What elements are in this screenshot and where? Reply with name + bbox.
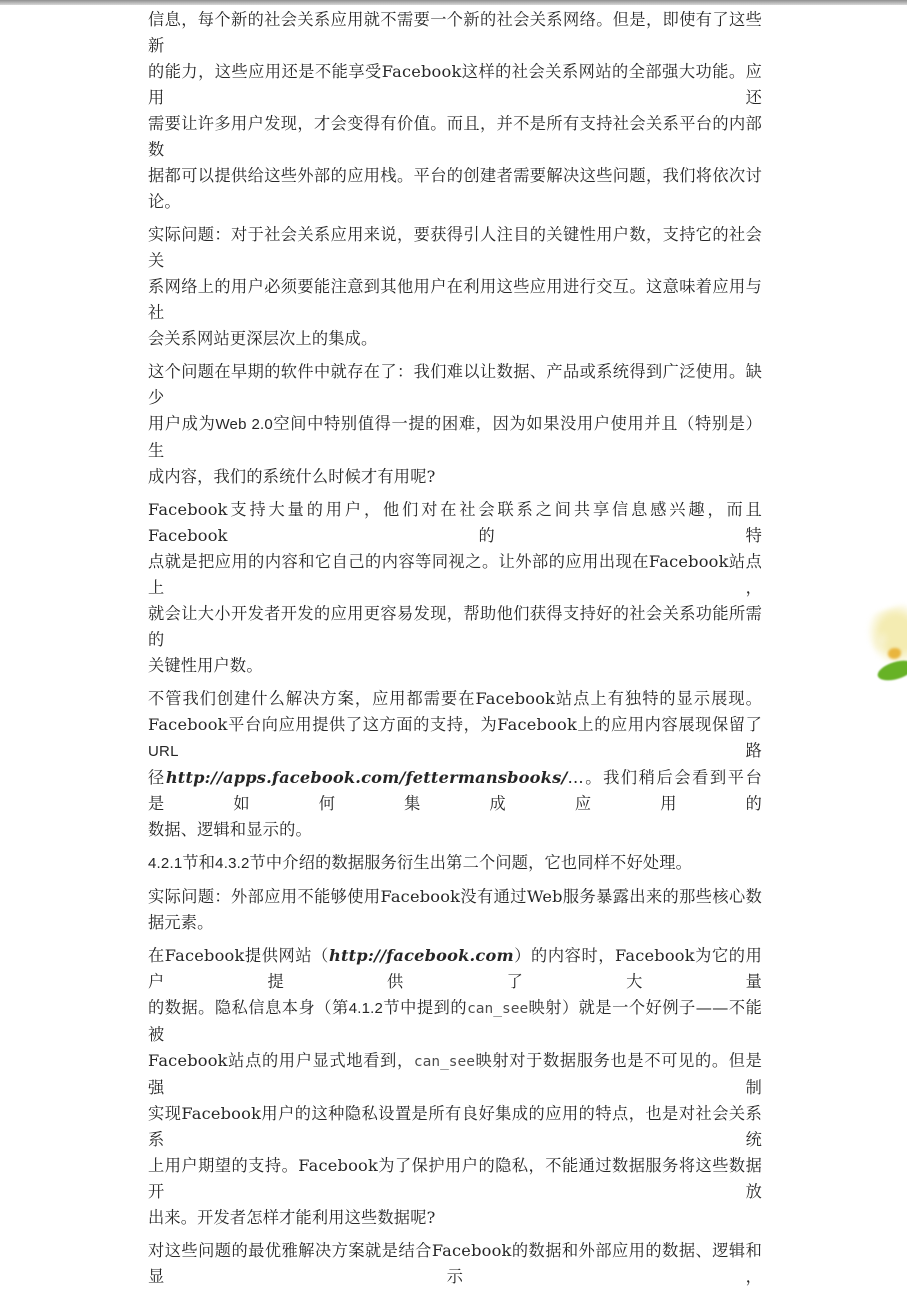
- text-line: [148, 163, 762, 215]
- flower-image: [849, 610, 907, 702]
- body-text: Facebook支持大量的用户，他们对在社会联系之间共享信息感兴趣，而且Facebook的特: [148, 500, 762, 545]
- text-line: [148, 1101, 762, 1153]
- text-line: [148, 601, 762, 653]
- text-line: [148, 712, 762, 765]
- paragraph: [148, 943, 762, 1231]
- text-line: [148, 1238, 762, 1290]
- body-text: 这个问题在早期的软件中就存在了：我们难以让数据、产品或系统得到广泛使用。缺少: [148, 362, 762, 407]
- body-text: 映射对于数据服务也是不可见的。但是强制: [148, 1051, 762, 1097]
- text-line: [148, 1048, 762, 1101]
- text-line: [148, 850, 762, 877]
- text-line: [148, 274, 762, 326]
- text-line: [148, 222, 762, 274]
- code-text: can_see: [413, 1054, 475, 1070]
- section-number: 4.3.2: [215, 855, 250, 872]
- text-line: [148, 686, 762, 712]
- body-text: 会关系网站更深层次上的集成。: [148, 329, 378, 348]
- body-text: 点就是把应用的内容和它自己的内容等同视之。让外部的应用出现在Facebook站点上，: [148, 552, 762, 597]
- flower-leaf-icon: [875, 657, 907, 684]
- url-text: http://facebook.com: [328, 946, 514, 965]
- body-text: 成内容，我们的系统什么时候才有用呢?: [148, 467, 436, 486]
- text-line: [148, 326, 762, 352]
- section-number: 4.2.1: [148, 855, 183, 872]
- body-text: 实现Facebook用户的这种隐私设置是所有良好集成的应用的特点，也是对社会关系系统: [148, 1104, 762, 1149]
- body-text: 空间中特别值得一提的困难，因为如果没用户使用并且（特别是）生: [148, 414, 762, 460]
- body-text: Facebook站点的用户显式地看到，: [148, 1051, 414, 1070]
- text-line: [148, 497, 762, 549]
- body-text: 路: [178, 741, 762, 760]
- flower-petal-icon: [869, 628, 892, 654]
- text-line: [148, 1153, 762, 1205]
- body-text: 上用户期望的支持。Facebook为了保护用户的隐私，不能通过数据服务将这些数据开放: [148, 1156, 762, 1201]
- body-text: 需要让许多用户发现，才会变得有价值。而且，并不是所有支持社会关系平台的内部数: [148, 114, 762, 159]
- body-text: 的数据。隐私信息本身（第: [148, 998, 349, 1017]
- body-text: 系网络上的用户必须要能注意到其他用户在利用这些应用进行交互。这意味着应用与社: [148, 277, 762, 322]
- text-line: [148, 884, 762, 936]
- body-text: 就会让大小开发者开发的应用更容易发现，帮助他们获得支持好的社会关系功能所需的: [148, 604, 762, 649]
- section-number: URL: [148, 743, 179, 760]
- text-line: [148, 411, 762, 464]
- body-text: 数据、逻辑和显示的。: [148, 820, 312, 839]
- paragraph: [148, 359, 762, 490]
- paragraph: [148, 7, 762, 215]
- text-line: [148, 653, 762, 679]
- body-text: 实际问题：对于社会关系应用来说，要获得引人注目的关键性用户数，支持它的社会关: [148, 225, 762, 270]
- body-text: 节和: [182, 853, 216, 872]
- body-text: ）的内容时，Facebook为它的用户提供了大量: [148, 946, 762, 991]
- body-text: 的能力，这些应用还是不能享受Facebook这样的社会关系网站的全部强大功能。应用还: [148, 62, 762, 107]
- url-text: http://apps.facebook.com/fettermansbooks/: [165, 768, 568, 787]
- body-text: 用户成为: [148, 414, 216, 433]
- body-text: Facebook平台向应用提供了这方面的支持，为Facebook上的应用内容展现保留了: [148, 715, 762, 734]
- text-line: [148, 943, 762, 995]
- paragraph: [148, 686, 762, 843]
- paragraph: [148, 1238, 762, 1290]
- body-text: 出来。开发者怎样才能利用这些数据呢?: [148, 1208, 436, 1227]
- text-line: [148, 817, 762, 843]
- body-text: 映射）就是一个好例子——不能被: [148, 998, 762, 1044]
- document-body: [148, 7, 762, 1297]
- body-text: 对这些问题的最优雅解决方案就是结合Facebook的数据和外部应用的数据、逻辑和显示，: [148, 1241, 762, 1286]
- window-top-border: [0, 0, 907, 5]
- flower-center-icon: [888, 648, 901, 659]
- text-line: [148, 549, 762, 601]
- text-line: [148, 464, 762, 490]
- text-line: [148, 359, 762, 411]
- flower-petal-icon: [861, 601, 907, 672]
- text-line: [148, 59, 762, 111]
- section-number: 4.1.2: [348, 1000, 384, 1017]
- body-text: 在Facebook提供网站（: [148, 946, 329, 965]
- paragraph: [148, 850, 762, 877]
- text-line: [148, 7, 762, 59]
- body-text: 节中提到的: [383, 998, 468, 1017]
- text-line: [148, 995, 762, 1048]
- text-line: [148, 1205, 762, 1231]
- code-text: can_see: [467, 1001, 529, 1017]
- paragraph: [148, 497, 762, 679]
- body-text: 实际问题：外部应用不能够使用Facebook没有通过Web服务暴露出来的那些核心数据元素。: [148, 887, 762, 932]
- body-text: 节中介绍的数据服务衍生出第二个问题，它也同样不好处理。: [249, 853, 692, 872]
- text-line: [148, 765, 762, 817]
- paragraph: [148, 884, 762, 936]
- body-text: …。我们稍后会看到平台是如何集成应用的: [148, 768, 762, 813]
- text-line: [148, 111, 762, 163]
- body-text: 据都可以提供给这些外部的应用栈。平台的创建者需要解决这些问题，我们将依次讨论。: [148, 166, 762, 211]
- section-number: Web 2.0: [215, 416, 273, 433]
- body-text: 不管我们创建什么解决方案，应用都需要在Facebook站点上有独特的显示展现。: [148, 689, 762, 708]
- paragraph: [148, 222, 762, 352]
- body-text: 信息，每个新的社会关系应用就不需要一个新的社会关系网络。但是，即使有了这些新: [148, 10, 762, 55]
- body-text: 关键性用户数。: [148, 656, 263, 675]
- body-text: 径: [148, 768, 166, 787]
